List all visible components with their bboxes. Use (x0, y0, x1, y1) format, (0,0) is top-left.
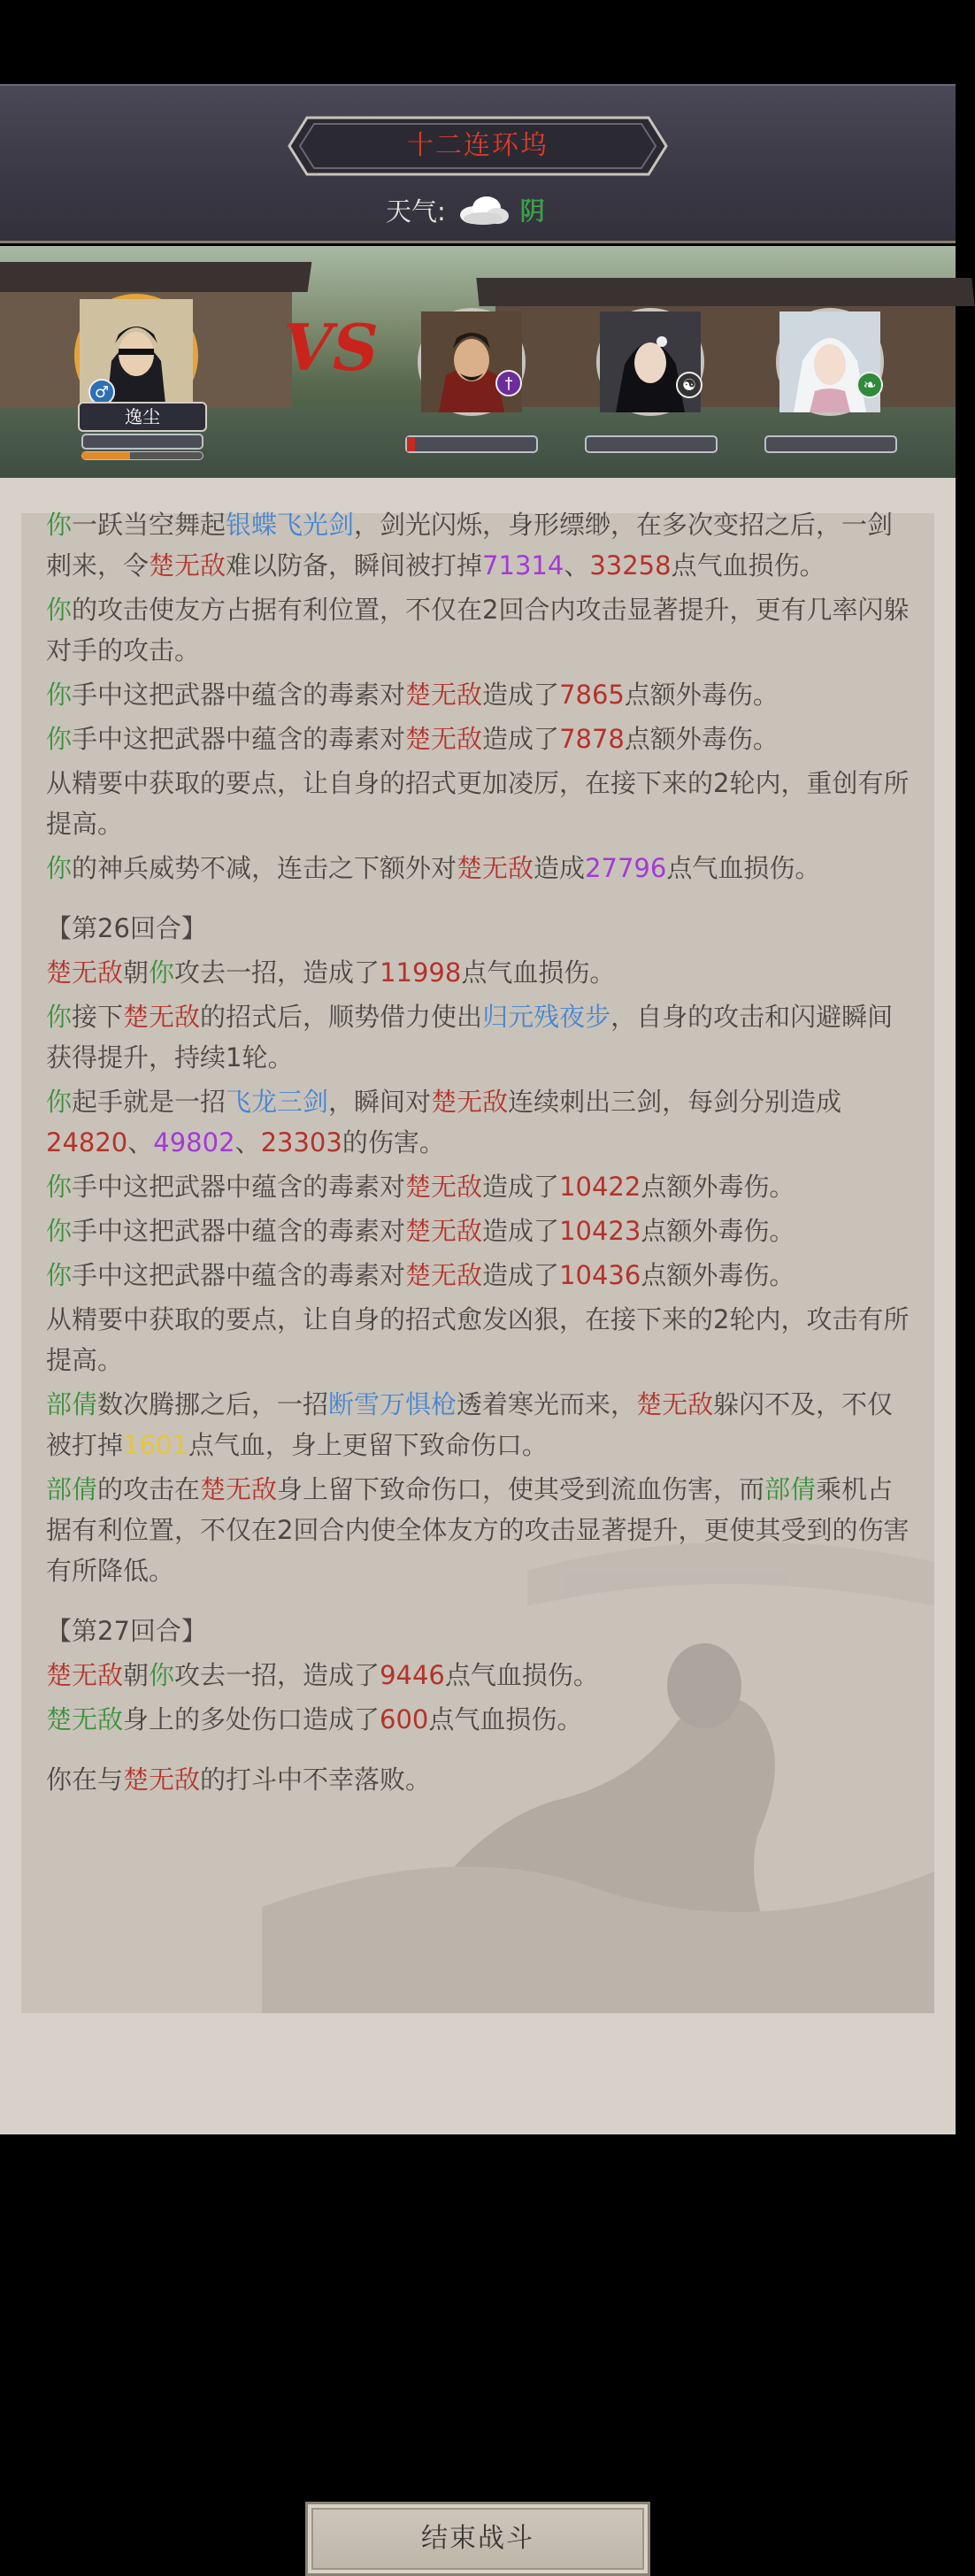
log-segment: 楚无敌 (636, 1389, 714, 1419)
player-name-plate (78, 402, 207, 432)
log-segment: 你 (46, 510, 73, 540)
log-segment: 飞龙三剑 (226, 1087, 329, 1117)
log-segment: 乘机占据有利位置，不仅在2回合内使全体友方的攻击显著提升，更使其受到的伤害有所降低。 (46, 1474, 910, 1586)
log-segment: 33258 (589, 550, 672, 581)
enemy-portrait-3[interactable] (776, 308, 884, 416)
log-segment: 部倩 (46, 1389, 98, 1419)
log-segment: 攻去一招，造成了 (174, 957, 380, 988)
log-segment: 你 (46, 724, 73, 754)
log-segment: 朝 (123, 957, 150, 988)
log-segment: 楚无敌 (405, 1216, 483, 1246)
log-segment: 从精要中获取的要点，让自身的招式愈发凶狠，在接下来的2轮内，攻击有所提高。 (46, 1304, 910, 1375)
log-segment: 点气血损伤。 (444, 1660, 599, 1690)
log-segment: 手中这把武器中蕴含的毒素对 (72, 1216, 406, 1246)
log-segment: 楚无敌 (405, 680, 483, 710)
log-segment: 1601 (123, 1430, 188, 1460)
log-segment: 7865 (559, 680, 625, 710)
log-segment: ，瞬间对 (328, 1087, 432, 1117)
enemy-avatar-1 (421, 311, 522, 412)
log-segment: 的攻击使友方占据有利位置，不仅在2回合内攻击显著提升，更有几率闪躲对手的攻击。 (46, 595, 910, 665)
log-segment: 10423 (559, 1216, 641, 1246)
log-segment: 楚无敌 (46, 1660, 124, 1690)
log-segment: 点气血损伤。 (671, 550, 825, 581)
log-segment: 10436 (559, 1260, 641, 1290)
battle-log-panel (0, 478, 956, 2554)
log-segment: 楚无敌 (405, 1172, 483, 1202)
log-segment: 7878 (559, 724, 625, 754)
player-energy-bar (81, 451, 203, 460)
vs-label: VS (283, 310, 379, 385)
log-segment: 点额外毒伤。 (624, 680, 779, 710)
log-segment: 造成 (534, 853, 586, 883)
log-segment: 难以防备，瞬间被打掉 (226, 550, 483, 581)
log-entry (46, 1299, 913, 1380)
log-segment: 身上的多处伤口造成了 (123, 1704, 380, 1734)
log-segment: 27796 (585, 853, 667, 883)
log-segment: 手中这把武器中蕴含的毒素对 (72, 680, 406, 710)
log-segment: 手中这把武器中蕴含的毒素对 (72, 1172, 406, 1202)
enemy-hp-bar-3 (764, 435, 897, 453)
log-segment: 从精要中获取的要点，让自身的招式更加凌厉，在接下来的2轮内，重创有所提高。 (46, 768, 910, 839)
log-entry (46, 1469, 913, 1591)
log-entry (46, 504, 913, 586)
log-segment: 的神兵威势不减，连击之下额外对 (72, 853, 457, 883)
location-title: 十二连环坞 (407, 130, 549, 161)
log-segment: 接下 (72, 1002, 124, 1032)
log-segment: 手中这把武器中蕴含的毒素对 (72, 1260, 406, 1290)
enemy-hp-fill-1 (407, 437, 415, 451)
log-segment: 你 (46, 1172, 73, 1202)
log-segment: 部倩 (764, 1474, 817, 1504)
cloud-icon (455, 192, 511, 227)
male-icon: ♂ (88, 379, 115, 405)
log-segment: 楚无敌 (457, 853, 534, 883)
log-segment: ，自身的攻击和闪避瞬间获得提升，持续1轮。 (46, 1002, 894, 1073)
log-segment: 楚无敌 (200, 1474, 278, 1504)
log-segment: 点额外毒伤。 (641, 1260, 795, 1290)
player-hp-bar (81, 434, 203, 450)
log-segment: 你在与 (46, 1765, 124, 1795)
log-segment: 、 (127, 1127, 154, 1157)
battle-log-text (46, 504, 913, 1803)
log-segment: 点额外毒伤。 (624, 724, 779, 754)
weather-label: 天气: (386, 196, 446, 227)
log-entry (46, 763, 913, 844)
player-name: 逸尘 (125, 406, 160, 427)
log-segment: 躲闪不及，不仅被打掉 (46, 1389, 894, 1460)
log-segment: 10422 (559, 1172, 641, 1202)
log-segment: 点气血损伤。 (666, 853, 821, 883)
log-segment: 造成了 (482, 1216, 560, 1246)
log-segment: 部倩 (46, 1474, 98, 1504)
log-segment: 起手就是一招 (72, 1087, 226, 1117)
log-segment: 造成了 (482, 680, 560, 710)
log-segment: 透着寒光而来， (457, 1389, 637, 1419)
end-battle-button[interactable]: 结束战斗 (305, 2502, 650, 2576)
status-bar (0, 0, 956, 84)
log-segment: 你 (46, 1216, 73, 1246)
log-segment: 你 (149, 957, 175, 988)
log-segment: 断雪万惧枪 (328, 1389, 457, 1419)
log-entry (46, 1384, 913, 1465)
taiji-icon: ☯ (676, 372, 702, 398)
log-round-header (46, 1611, 913, 1651)
log-segment: 楚无敌 (149, 550, 226, 581)
log-segment: 你 (46, 680, 73, 710)
log-segment: 23303 (260, 1127, 342, 1157)
log-segment: 的攻击在 (97, 1474, 201, 1504)
location-title-plate (288, 116, 668, 176)
log-segment: 身上留下致命伤口，使其受到流血伤害，而 (277, 1474, 765, 1504)
log-entry (46, 589, 913, 671)
log-segment: 手中这把武器中蕴含的毒素对 (72, 724, 406, 754)
log-segment: 你 (46, 595, 73, 625)
log-entry (46, 952, 913, 993)
log-entry (46, 1255, 913, 1296)
log-segment: 楚无敌 (405, 1260, 483, 1290)
log-segment: 楚无敌 (431, 1087, 509, 1117)
log-segment: 11998 (380, 957, 462, 988)
log-entry (46, 1166, 913, 1207)
log-segment: 点气血损伤。 (428, 1704, 583, 1734)
log-segment: 的伤害。 (342, 1127, 445, 1157)
log-segment: 【第26回合】 (46, 913, 207, 943)
log-entry (46, 674, 913, 715)
battle-log[interactable] (21, 510, 934, 2013)
log-segment: 你 (46, 1002, 73, 1032)
log-segment: 、 (564, 550, 590, 581)
battle-header (0, 84, 956, 243)
sword-icon: † (495, 370, 522, 396)
log-entry (46, 996, 913, 1078)
log-segment: 你 (149, 1660, 175, 1690)
log-segment: 点额外毒伤。 (641, 1172, 795, 1202)
log-segment: 【第27回合】 (46, 1616, 207, 1646)
log-segment: 的招式后，顺势借力使出 (200, 1002, 483, 1032)
leaf-icon: ❧ (856, 372, 883, 398)
weather-value: 阴 (519, 196, 545, 226)
enemy-hp-bar-1 (405, 435, 538, 453)
log-segment: 楚无敌 (123, 1002, 201, 1032)
log-segment: 造成了 (482, 724, 560, 754)
battle-scene (0, 246, 956, 478)
log-segment: 数次腾挪之后，一招 (97, 1389, 329, 1419)
log-segment: 楚无敌 (123, 1765, 201, 1795)
log-segment: 楚无敌 (405, 724, 483, 754)
log-segment: 楚无敌 (46, 1704, 124, 1734)
log-entry (46, 1211, 913, 1251)
enemy-portrait-1[interactable] (418, 308, 526, 416)
log-entry (46, 1699, 913, 1740)
vs-emblem (280, 306, 379, 386)
log-entry (46, 1655, 913, 1696)
log-segment: 点气血损伤。 (461, 957, 616, 988)
log-segment: 连续刺出三剑，每剑分别造成 (508, 1087, 842, 1117)
log-segment: 银蝶飞光剑 (226, 510, 355, 540)
log-segment: 造成了 (482, 1172, 560, 1202)
log-entry (46, 1081, 913, 1163)
log-segment: 你 (46, 1087, 73, 1117)
log-segment: 、 (234, 1127, 261, 1157)
log-entry (46, 1759, 913, 1800)
log-segment: 造成了 (482, 1260, 560, 1290)
weather-indicator (386, 190, 545, 229)
log-segment: 朝 (123, 1660, 150, 1690)
log-segment: 点额外毒伤。 (641, 1216, 795, 1246)
log-segment: ，剑光闪烁，身形缥缈，在多次变招之后，一剑刺来，令 (46, 510, 894, 581)
enemy-portrait-2[interactable] (596, 308, 704, 416)
log-segment: 楚无敌 (46, 957, 124, 988)
log-segment: 点气血，身上更留下致命伤口。 (188, 1430, 548, 1460)
enemy-hp-bar-2 (585, 435, 718, 453)
log-segment: 24820 (46, 1127, 128, 1157)
log-entry (46, 848, 913, 888)
log-segment: 你 (46, 1260, 73, 1290)
log-segment: 归元残夜步 (482, 1002, 611, 1032)
log-segment: 9446 (380, 1660, 445, 1690)
log-segment: 600 (380, 1704, 429, 1734)
log-segment: 你 (46, 853, 73, 883)
log-entry (46, 719, 913, 759)
log-segment: 的打斗中不幸落败。 (200, 1765, 432, 1795)
log-segment: 一跃当空舞起 (72, 510, 226, 540)
log-round-header (46, 908, 913, 949)
log-segment: 71314 (482, 550, 564, 581)
log-segment: 攻去一招，造成了 (174, 1660, 380, 1690)
log-segment: 49802 (153, 1127, 235, 1157)
